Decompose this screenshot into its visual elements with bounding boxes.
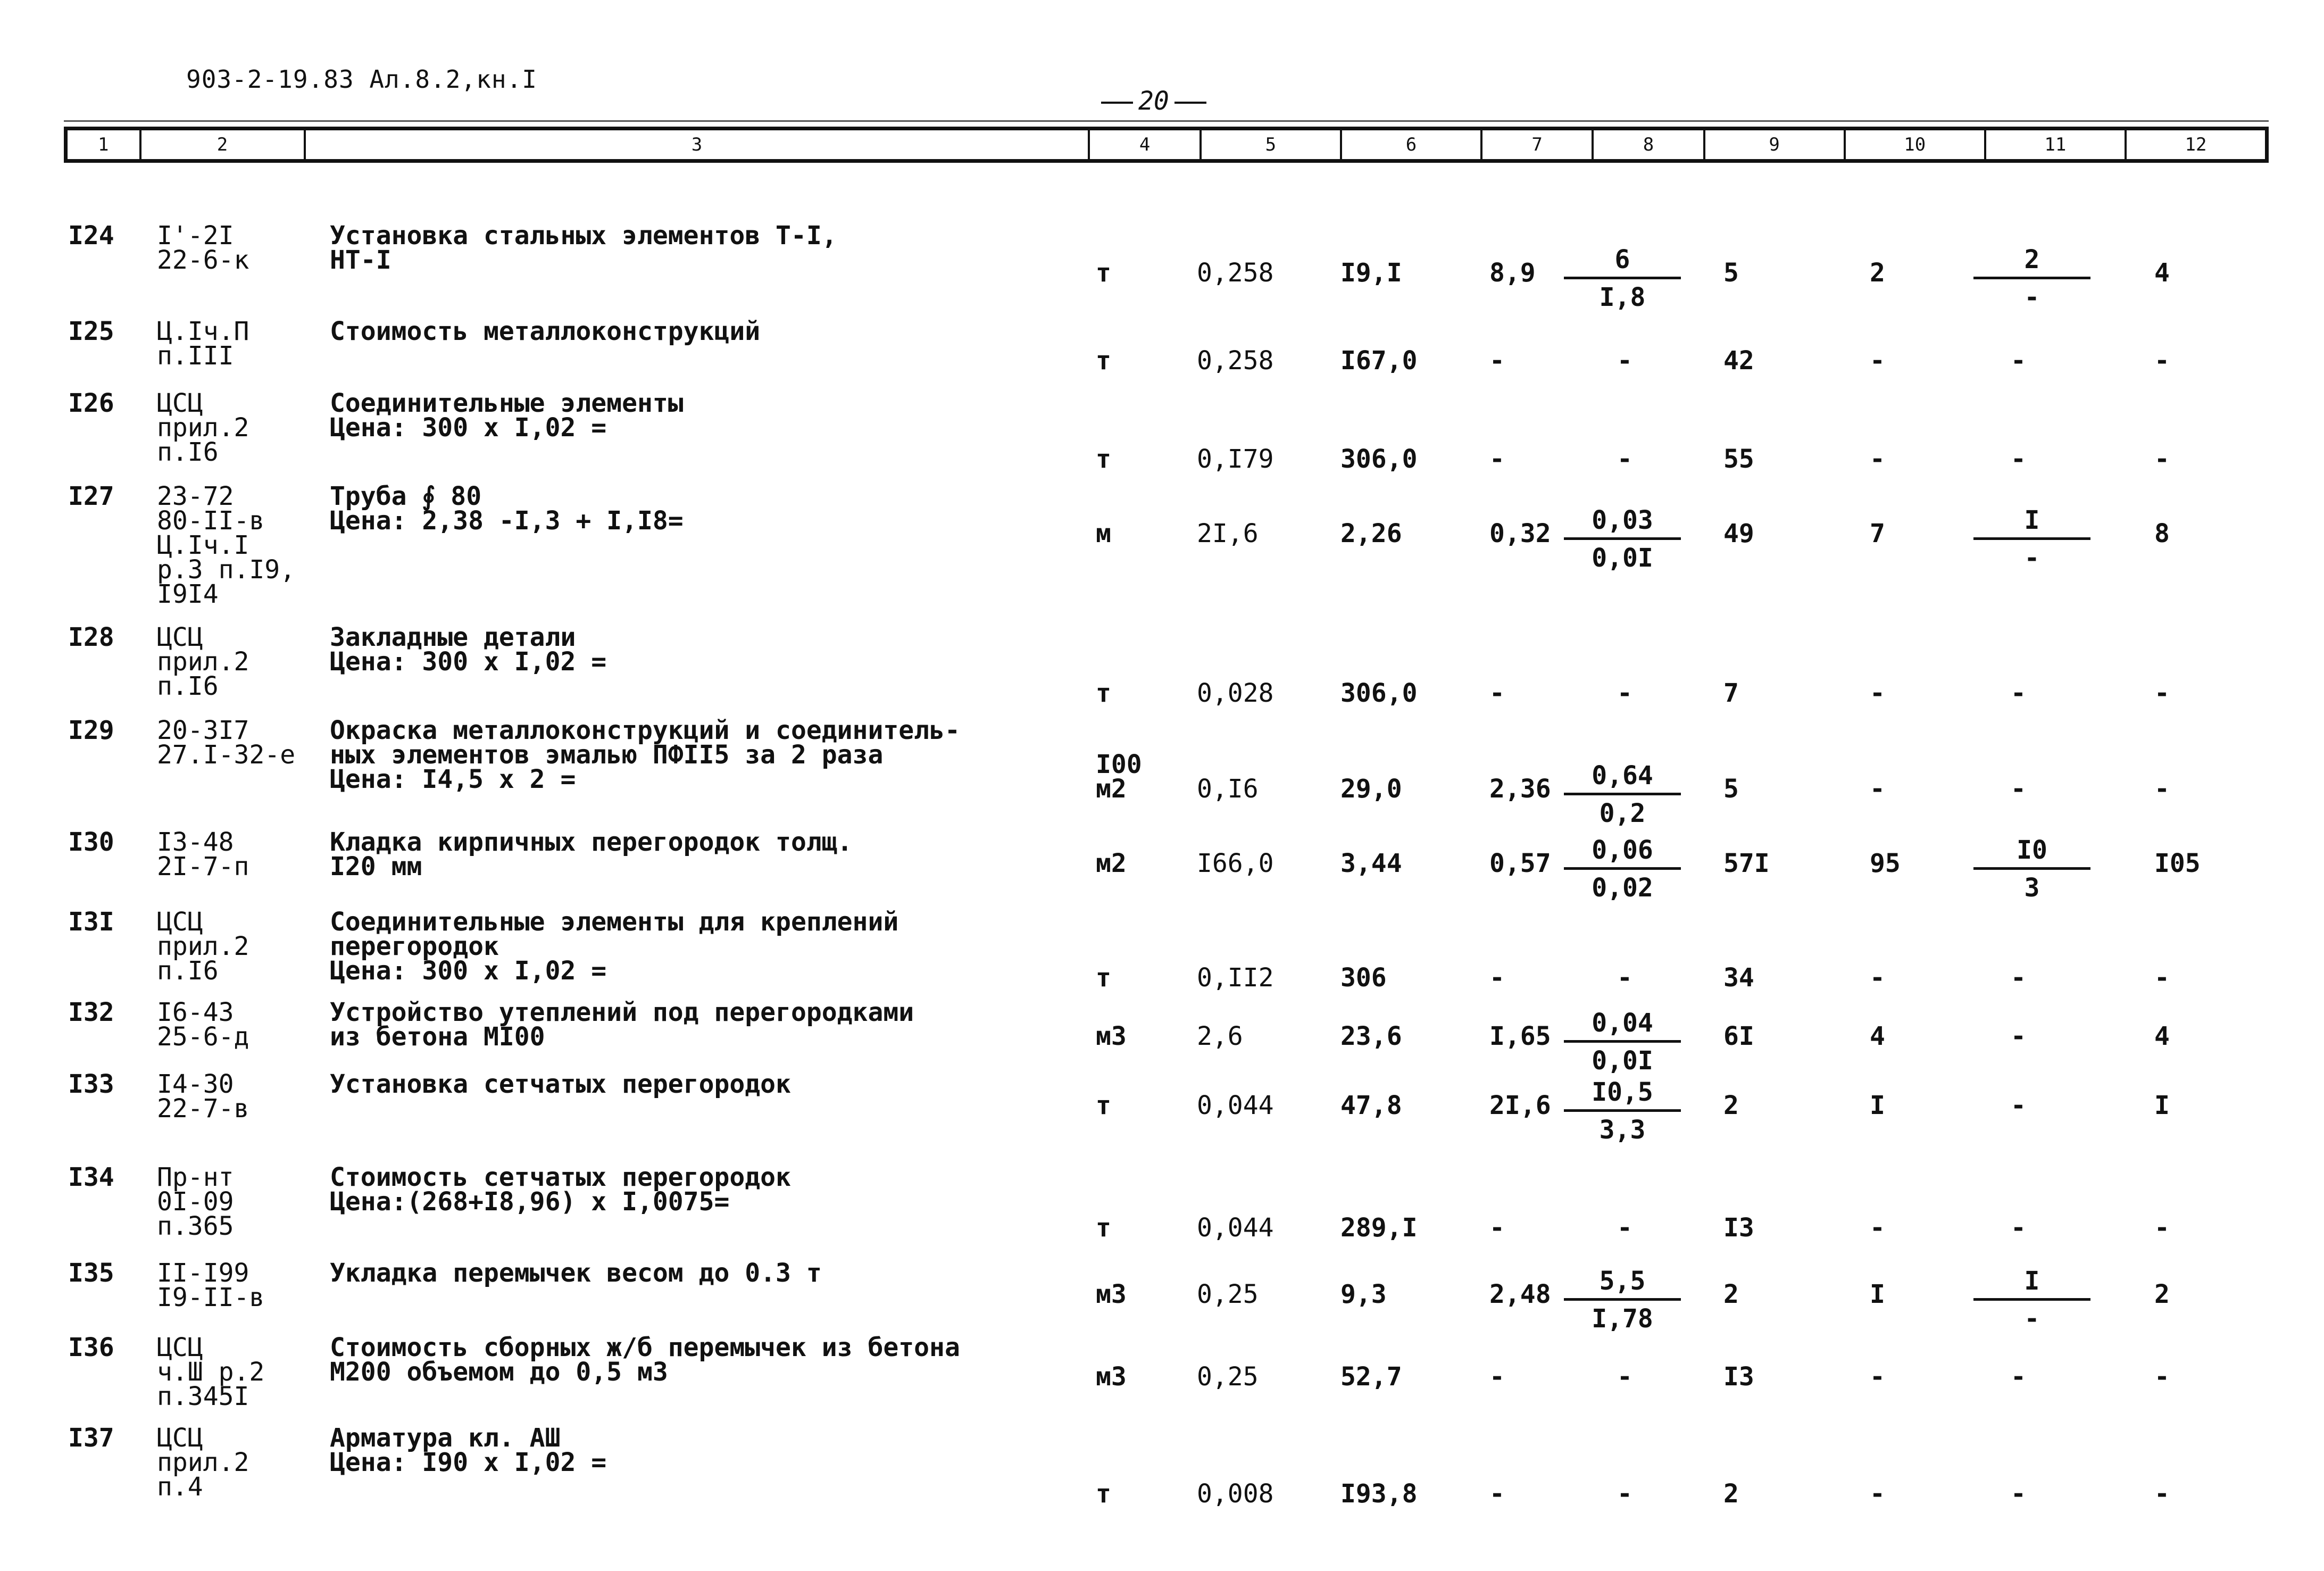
row-col10: - [1870,1213,1885,1243]
row-quantity: I66,0 [1197,849,1274,878]
row-quantity: 0,044 [1197,1091,1274,1120]
row-col11: - [2011,1021,2026,1051]
row-code: I4-30 22-7-в [157,1069,249,1124]
row-col11-fraction [1973,835,2090,903]
row-col9: 42 [1723,346,1754,376]
row-description: Кладка кирпичных перегородок толщ. I20 мм [330,827,853,882]
row-col12: - [2154,963,2170,993]
row-col7: - [1489,1213,1505,1243]
row-col8: - [1617,1479,1632,1509]
row-number: I32 [68,998,114,1027]
row-unit: т [1096,1213,1111,1243]
row-code: II-I99 I9-II-в [157,1258,265,1312]
row-code: ЦСЦ прил.2 п.I6 [157,388,249,467]
row-col12: I [2154,1091,2170,1120]
row-unit-price: 2,26 [1340,519,1402,548]
row-col7: 0,32 [1489,519,1551,548]
row-col10: - [1870,444,1885,474]
row-description: Соединительные элементы для креплений перегородок Цена: 300 х I,02 = [330,907,899,986]
row-col11-fraction-denominator: - [2024,543,2040,573]
row-unit: м3 [1096,1021,1127,1051]
row-unit-price: 47,8 [1340,1091,1402,1120]
row-unit: м2 [1096,849,1127,878]
column-header-6: 6 [1340,130,1480,159]
row-col7: - [1489,444,1505,474]
doc-reference: 903-2-19.83 Ал.8.2,кн.I [186,65,537,94]
row-number: I30 [68,827,114,857]
row-description: Труба ∮ 80 Цена: 2,38 -I,3 + I,I8= [330,481,684,536]
row-col11-fraction-denominator: - [2024,282,2040,312]
column-header-12: 12 [2125,130,2265,159]
row-col10: 4 [1870,1021,1885,1051]
column-header-3: 3 [304,130,1088,159]
row-col11: - [2011,774,2026,804]
row-quantity: 0,258 [1197,258,1274,288]
row-code: I6-43 25-6-д [157,998,249,1052]
row-col9: 55 [1723,444,1754,474]
row-quantity: 0,028 [1197,678,1274,708]
row-quantity: 0,258 [1197,346,1274,376]
row-col7: I,65 [1489,1021,1551,1051]
row-col8-fraction-numerator: 0,64 [1564,761,1681,795]
row-col8-fraction-denominator: 0,0I [1592,1046,1653,1076]
row-number: I26 [68,388,114,418]
row-description: Окраска металлоконструкций и соединитель- ных элементов эмалью ПФII5 за 2 раза Цена: I4,5 х 2 = [330,716,960,794]
row-description: Стоимость сборных ж/б перемычек из бетона M200 объемом до 0,5 м3 [330,1333,960,1387]
row-col8-fraction-numerator: 0,03 [1564,505,1681,540]
row-col9: 49 [1723,519,1754,548]
row-code: ЦСЦ прил.2 п.I6 [157,907,249,986]
row-col9: I3 [1723,1362,1754,1392]
row-col11: - [2011,346,2026,376]
row-code: ЦСЦ прил.2 п.4 [157,1423,249,1502]
row-col11: - [2011,678,2026,708]
row-col12: - [2154,1362,2170,1392]
row-col10: - [1870,1479,1885,1509]
row-col11-fraction-numerator: I [1973,505,2090,540]
row-number: I27 [68,481,114,511]
row-col11: - [2011,444,2026,474]
row-col10: I [1870,1091,1885,1120]
row-code: ЦСЦ ч.Ш р.2 п.345I [157,1333,265,1411]
row-col8-fraction-denominator: 0,0I [1592,543,1653,573]
row-col7: - [1489,346,1505,376]
row-col7: 2,48 [1489,1279,1551,1309]
row-number: I3I [68,907,114,937]
row-col11-fraction-numerator: 2 [1973,245,2090,279]
row-col11-fraction-numerator: I [1973,1266,2090,1301]
row-col9: 6I [1723,1021,1754,1051]
row-unit: м3 [1096,1279,1127,1309]
row-col12: - [2154,774,2170,804]
row-code: Пр-нт 0I-09 п.365 [157,1162,234,1241]
row-col9: 2 [1723,1279,1739,1309]
row-quantity: 0,25 [1197,1279,1259,1309]
row-number: I33 [68,1069,114,1099]
row-col12: 4 [2154,258,2170,288]
row-col12: 8 [2154,519,2170,548]
row-col7: 8,9 [1489,258,1536,288]
row-col9: 5 [1723,774,1739,804]
row-quantity: 0,I6 [1197,774,1259,804]
row-col7: 2,36 [1489,774,1551,804]
row-unit-price: I93,8 [1340,1479,1418,1509]
row-col10: - [1870,963,1885,993]
row-col8: - [1617,1213,1632,1243]
row-unit: т [1096,1479,1111,1509]
row-number: I25 [68,317,114,346]
column-header-2: 2 [139,130,304,159]
row-unit: т [1096,963,1111,993]
row-col12: - [2154,444,2170,474]
row-col10: - [1870,346,1885,376]
row-quantity: 2I,6 [1197,519,1259,548]
row-col10: - [1870,1362,1885,1392]
row-number: I35 [68,1258,114,1288]
row-col8-fraction-numerator: 6 [1564,245,1681,279]
row-col8-fraction [1564,835,1681,903]
row-col12: - [2154,1479,2170,1509]
row-col11-fraction-numerator: I0 [1973,835,2090,870]
row-unit: м [1096,519,1111,548]
row-number: I24 [68,221,114,251]
row-code: Ц.Iч.П п.III [157,317,249,371]
row-col11-fraction-denominator: 3 [2024,873,2040,903]
row-col11-fraction [1973,245,2090,312]
row-col12: - [2154,346,2170,376]
row-unit: т [1096,444,1111,474]
row-col11: - [2011,1362,2026,1392]
row-col8: - [1617,346,1632,376]
row-col12: 4 [2154,1021,2170,1051]
row-quantity: 0,008 [1197,1479,1274,1509]
row-code: I'-2I 22-6-к [157,221,249,275]
row-unit: м3 [1096,1362,1127,1392]
row-description: Закладные детали Цена: 300 х I,02 = [330,622,607,677]
row-col12: - [2154,678,2170,708]
row-quantity: 0,25 [1197,1362,1259,1392]
row-col8: - [1617,444,1632,474]
row-col8-fraction-denominator: I,8 [1599,282,1646,312]
column-header-8: 8 [1592,130,1703,159]
row-col9: 34 [1723,963,1754,993]
row-number: I36 [68,1333,114,1362]
row-unit-price: 289,I [1340,1213,1418,1243]
row-description: Установка стальных элементов Т-I, НТ-I [330,221,837,275]
row-col8-fraction [1564,505,1681,573]
row-description: Стоимость металлоконструкций [330,317,761,346]
row-col7: - [1489,963,1505,993]
row-code: ЦСЦ прил.2 п.I6 [157,622,249,701]
row-number: I34 [68,1162,114,1192]
row-col8-fraction-denominator: 3,3 [1599,1115,1646,1145]
row-col8-fraction-numerator: 0,04 [1564,1008,1681,1043]
row-col8-fraction [1564,245,1681,312]
row-col7: - [1489,1362,1505,1392]
row-unit-price: 306,0 [1340,444,1418,474]
row-quantity: 0,044 [1197,1213,1274,1243]
row-code: 20-3I7 27.I-32-е [157,716,296,770]
row-code: 23-72 80-II-в Ц.Iч.I р.3 п.I9, I9I4 [157,481,296,609]
row-col7: - [1489,678,1505,708]
row-col8-fraction [1564,1008,1681,1076]
row-unit: I00 м2 [1096,750,1142,804]
column-header-10: 10 [1844,130,1984,159]
row-code: I3-48 2I-7-п [157,827,249,882]
row-col8-fraction-numerator: I0,5 [1564,1077,1681,1112]
row-description: Соединительные элементы Цена: 300 х I,02 = [330,388,684,443]
column-header-5: 5 [1200,130,1340,159]
row-quantity: 0,I79 [1197,444,1274,474]
row-col12: - [2154,1213,2170,1243]
row-unit: т [1096,1091,1111,1120]
column-header-7: 7 [1480,130,1592,159]
row-col10: - [1870,678,1885,708]
row-unit-price: 3,44 [1340,849,1402,878]
row-description: Устройство утеплений под перегородками из бетона MI00 [330,998,914,1052]
row-unit-price: I67,0 [1340,346,1418,376]
row-col7: 2I,6 [1489,1091,1551,1120]
row-col11: - [2011,963,2026,993]
row-col7: 0,57 [1489,849,1551,878]
row-col11: - [2011,1479,2026,1509]
row-col10: - [1870,774,1885,804]
row-col8: - [1617,1362,1632,1392]
column-header-4: 4 [1088,130,1199,159]
row-description: Арматура кл. АШ Цена: I90 х I,02 = [330,1423,607,1477]
row-unit: т [1096,678,1111,708]
row-unit-price: 52,7 [1340,1362,1402,1392]
row-col8-fraction [1564,1266,1681,1334]
row-unit-price: 306 [1340,963,1387,993]
row-col10: 95 [1870,849,1901,878]
row-description: Установка сетчатых перегородок [330,1069,791,1099]
column-header-1: 1 [98,134,109,155]
row-col9: 2 [1723,1479,1739,1509]
row-col8: - [1617,678,1632,708]
row-col8-fraction-numerator: 5,5 [1564,1266,1681,1301]
row-unit-price: 23,6 [1340,1021,1402,1051]
column-header-9: 9 [1703,130,1844,159]
row-col7: - [1489,1479,1505,1509]
row-col10: I [1870,1279,1885,1309]
row-number: I28 [68,622,114,652]
row-col8: - [1617,963,1632,993]
row-number: I37 [68,1423,114,1453]
page-number: 20 [1096,86,1212,116]
row-col11-fraction-denominator: - [2024,1304,2040,1334]
row-unit-price: 9,3 [1340,1279,1387,1309]
row-unit-price: I9,I [1340,258,1402,288]
row-col12: I05 [2154,849,2201,878]
row-col8-fraction-denominator: 0,2 [1599,799,1646,828]
row-col8-fraction [1564,1077,1681,1145]
row-unit: т [1096,346,1111,376]
row-unit-price: 306,0 [1340,678,1418,708]
row-description: Стоимость сетчатых перегородок Цена:(268+I8,96) х I,0075= [330,1162,791,1217]
row-unit-price: 29,0 [1340,774,1402,804]
row-col8-fraction-numerator: 0,06 [1564,835,1681,870]
column-header-11: 11 [1984,130,2125,159]
row-col11: - [2011,1091,2026,1120]
row-col8-fraction-denominator: I,78 [1592,1304,1653,1334]
row-col9: 7 [1723,678,1739,708]
row-col11-fraction [1973,1266,2090,1334]
row-number: I29 [68,716,114,745]
row-description: Укладка перемычек весом до 0.3 т [330,1258,822,1288]
row-col11: - [2011,1213,2026,1243]
row-col8-fraction [1564,761,1681,828]
row-col9: 5 [1723,258,1739,288]
row-col9: 2 [1723,1091,1739,1120]
row-col12: 2 [2154,1279,2170,1309]
row-col9: 57I [1723,849,1770,878]
row-col8-fraction-denominator: 0,02 [1592,873,1653,903]
row-col10: 7 [1870,519,1885,548]
row-col9: I3 [1723,1213,1754,1243]
row-col10: 2 [1870,258,1885,288]
row-quantity: 0,II2 [1197,963,1274,993]
row-quantity: 2,6 [1197,1021,1243,1051]
row-col11-fraction [1973,505,2090,573]
row-unit: т [1096,258,1111,288]
